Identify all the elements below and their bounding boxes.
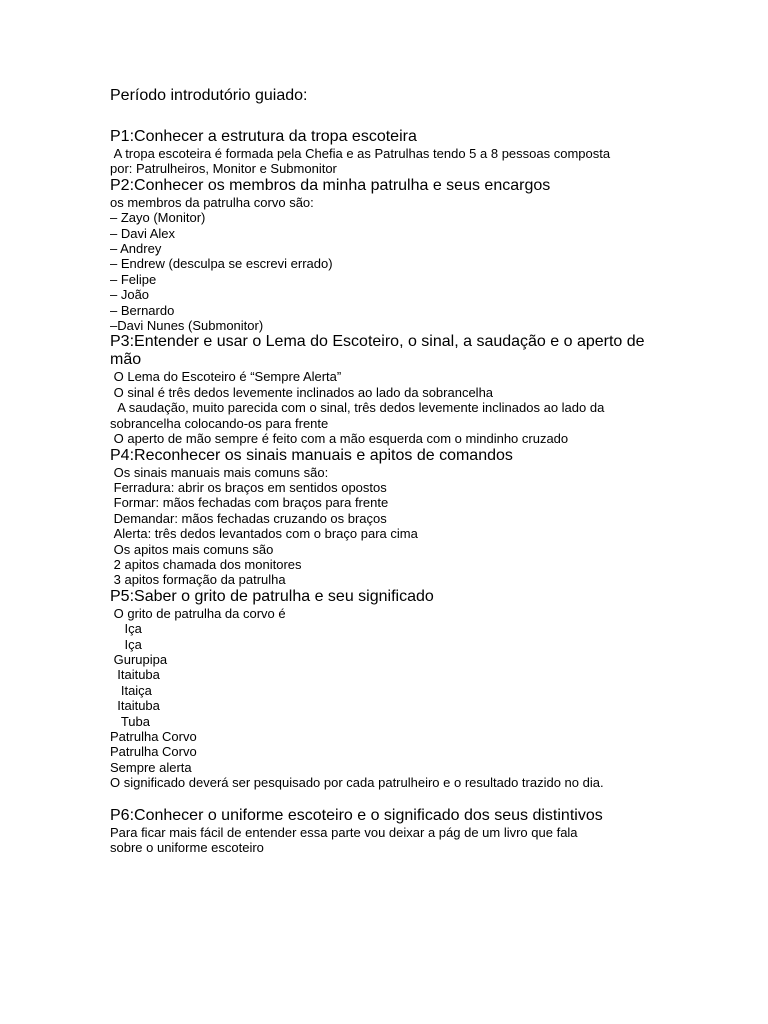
page-title: Período introdutório guiado: <box>110 87 308 104</box>
section-heading: P3:Entender e usar o Lema do Escoteiro, o sinal, a saudação e o aperto de mão <box>110 333 645 369</box>
text-line: O grito de patrulha da corvo é <box>110 605 286 621</box>
text-line: Gurupipa <box>110 651 168 667</box>
section-heading: P2:Conhecer os membros da minha patrulha e seus encargos <box>110 176 551 194</box>
text-line: 2 apitos chamada dos monitores <box>110 556 302 572</box>
list-item: – Bernardo <box>110 302 175 318</box>
text-line: Itaituba <box>110 698 160 714</box>
text-line: Para ficar mais fácil de entender essa parte vou deixar a pág de um livro que fala <box>110 824 578 840</box>
section-heading: P6:Conhecer o uniforme escoteiro e o significado dos seus distintivos <box>110 806 603 824</box>
text-line: Ferradura: abrir os braços em sentidos opostos <box>110 479 387 495</box>
section-heading: P1:Conhecer a estrutura da tropa escoteira <box>110 128 417 145</box>
text-line: Tuba <box>110 713 150 729</box>
section-p6 <box>110 807 670 856</box>
document-page <box>110 86 670 855</box>
text-line: os membros da patrulha corvo são: <box>110 194 314 210</box>
text-line: Itaituba <box>110 667 160 683</box>
text-line: A saudação, muito parecida com o sinal, três dedos levemente inclinados ao lado da <box>110 400 605 416</box>
text-line: Os sinais manuais mais comuns são: <box>110 464 329 480</box>
section-p3 <box>110 333 670 446</box>
text-line: Iça <box>110 636 142 652</box>
section-p4 <box>110 447 670 588</box>
list-item: – Endrew (desculpa se escrevi errado) <box>110 256 333 272</box>
text-line: Iça <box>110 621 142 637</box>
list-item: – Felipe <box>110 271 157 287</box>
section-p2 <box>110 177 670 334</box>
text-line: Os apitos mais comuns são <box>110 541 274 557</box>
list-item: – Davi Alex <box>110 225 176 241</box>
section-heading: P4:Reconhecer os sinais manuais e apitos de comandos <box>110 446 513 464</box>
text-line: O Lema do Escoteiro é “Sempre Alerta” <box>110 369 342 385</box>
text-line: Sempre alerta <box>110 759 192 775</box>
text-line: O aperto de mão sempre é feito com a mão esquerda com o mindinho cruzado <box>110 431 569 447</box>
list-item: – Andrey <box>110 241 162 257</box>
text-line: Demandar: mãos fechadas cruzando os braços <box>110 510 387 526</box>
text-line: 3 apitos formação da patrulha <box>110 572 286 588</box>
list-item: – João <box>110 287 150 303</box>
text-line: Alerta: três dedos levantados com o braço para cima <box>110 526 418 542</box>
text-line: Formar: mãos fechadas com braços para frente <box>110 495 389 511</box>
section-p5 <box>110 588 670 791</box>
text-line: Itaiça <box>110 682 152 698</box>
section-p1 <box>110 128 670 177</box>
text-line: A tropa escoteira é formada pela Chefia e as Patrulhas tendo 5 a 8 pessoas composta <box>110 146 611 161</box>
note-text: O significado deverá ser pesquisado por cada patrulheiro e o resultado trazido no dia. <box>110 775 604 791</box>
text-line: O sinal é três dedos levemente inclinados ao lado da sobrancelha <box>110 384 494 400</box>
text-line: Patrulha Corvo <box>110 729 197 744</box>
list-item: –Davi Nunes (Submonitor) <box>110 318 264 334</box>
list-item: – Zayo (Monitor) <box>110 210 206 226</box>
text-line: por: Patrulheiros, Monitor e Submonitor <box>110 161 337 177</box>
text-line: sobrancelha colocando-os para frente <box>110 415 329 431</box>
text-line: sobre o uniforme escoteiro <box>110 840 264 856</box>
text-line: Patrulha Corvo <box>110 744 197 760</box>
section-heading: P5:Saber o grito de patrulha e seu significado <box>110 587 434 605</box>
